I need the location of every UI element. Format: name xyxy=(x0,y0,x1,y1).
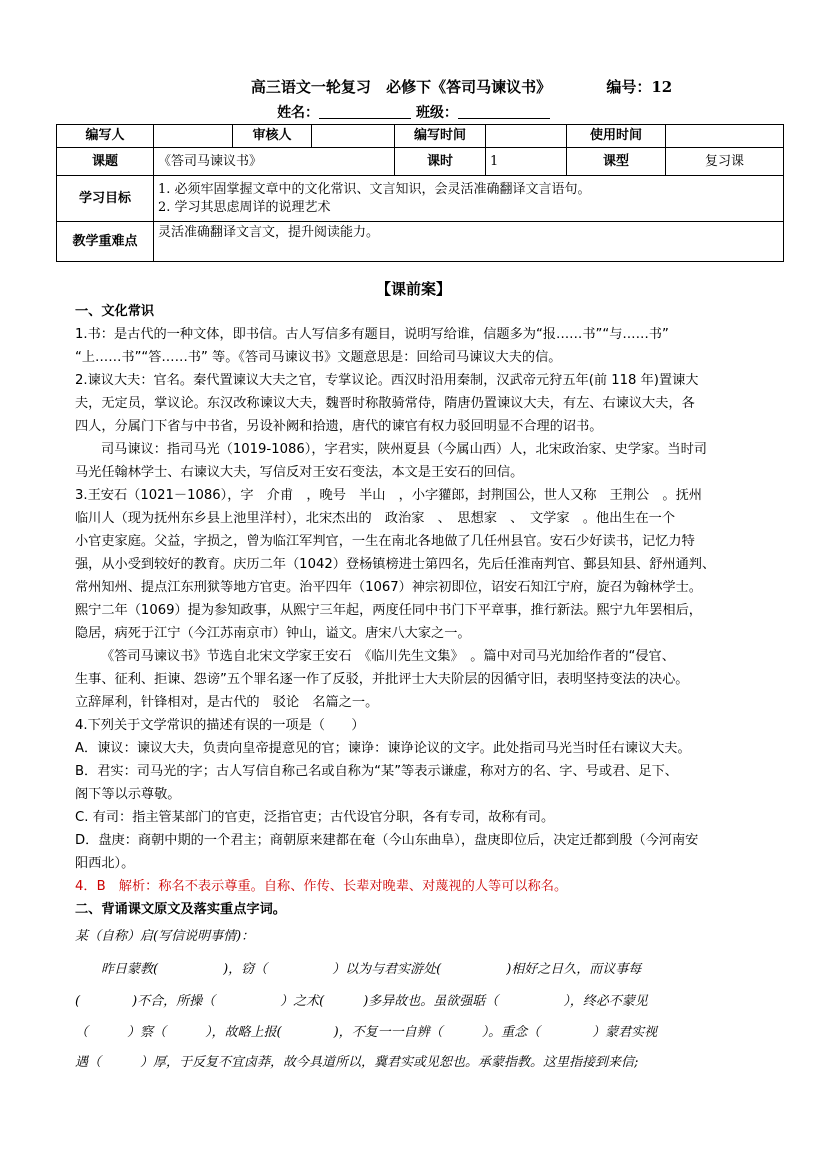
option-a: A．谏议：谏议大夫，负责向皇帝提意见的官；谏诤：谏诤论议的文字。此处指司马光当时任右谏议大夫。 xyxy=(75,741,691,756)
content-body xyxy=(75,300,765,921)
type-value: 复习课 xyxy=(666,148,784,176)
text-line: 2.谏议大夫：官名。秦代置谏议大夫之官，专掌议论。西汉时沿用秦制，汉武帝元狩五年(前 118 年)置谏大 xyxy=(75,373,699,388)
written-time-label: 编写时间 xyxy=(395,125,486,148)
author-value xyxy=(154,125,233,148)
key-value: 灵活准确翻译文言文，提升阅读能力。 xyxy=(154,222,784,262)
name-label: 姓名： xyxy=(277,105,320,121)
written-time-value xyxy=(486,125,567,148)
use-time-value xyxy=(666,125,784,148)
option-b-cont: 阁下等以示尊敬。 xyxy=(75,787,181,802)
option-c: C. 有司：指主管某部门的官吏，泛指官吏；古代设官分职，各有专司，故称有司。 xyxy=(75,810,555,825)
text-line: 隐居，病死于江宁（今江苏南京市）钟山，谥文。唐宋八大家之一。 xyxy=(75,626,471,641)
text-line: 临川人（现为抚州东乡县上池里洋村），北宋杰出的 政治家 、 思想家 、 文学家 。他出生在一个 xyxy=(75,511,676,526)
text-line: 夫，无定员，掌议论。东汉改称谏议大夫，魏晋时称散骑常侍，隋唐仍置谏议大夫，有左、右谏议大夫，各 xyxy=(75,396,695,411)
name-class-row xyxy=(0,102,827,122)
option-d-cont: 阳西北）。 xyxy=(75,856,135,871)
answer-line: 4．B 解析：称名不表示尊重。自称、作传、长辈对晚辈、对蔑视的人等可以称名。 xyxy=(75,879,568,894)
title-lesson: 必修下《答司马谏议书》 xyxy=(386,78,552,96)
text-line: 生事、征利、拒谏、怨谤”五个罪名逐一作了反驳，并批评士大夫阶层的因循守旧，表明坚持变法的决心。 xyxy=(75,672,689,687)
option-d: D．盘庚：商朝中期的一个君主；商朝原来建都在奄（今山东曲阜），盘庚即位后，决定迁都到殷（今河南安 xyxy=(75,833,699,848)
text-line: 司马谏议：指司马光（1019-1086），字君实，陕州夏县（今属山西）人，北宋政治家、史学家。当时司 xyxy=(101,442,707,457)
key-label: 教学重难点 xyxy=(57,222,154,262)
handwritten-line: 遇（ ）厚，于反复不宜卤莽，故今具道所以，冀君实或见恕也。承蒙指教。这里指接到来信; xyxy=(75,1055,639,1070)
text-line: 1.书：是古代的一种文体，即书信。古人写信多有题目，说明写给谁，信题多为“报……书”“与……书” xyxy=(75,327,669,342)
class-blank[interactable] xyxy=(458,104,550,119)
text-line: 熙宁二年（1069）提为参知政事，从熙宁三年起，两度任同中书门下平章事，推行新法。熙宁九年罢相后， xyxy=(75,603,702,618)
goal-item: 1. 必须牢固掌握文章中的文化常识、文言知识，会灵活准确翻译文言语句。 xyxy=(158,181,591,197)
class-label: 班级： xyxy=(415,105,458,121)
reviewer-value xyxy=(312,125,395,148)
text-line: “上……书”“答……书” 等。《答司马谏议书》文题意思是：回给司马谏议大夫的信。 xyxy=(75,350,562,365)
topic-value: 《答司马谏议书》 xyxy=(154,148,395,176)
topic-label: 课题 xyxy=(57,148,154,176)
title-course: 高三语文一轮复习 xyxy=(250,78,371,96)
goals-label: 学习目标 xyxy=(57,176,154,222)
handwritten-line: ( )不合，所操（ ）之术( )多异故也。虽欲强聒（ ），终必不蒙见 xyxy=(75,994,648,1009)
heading-recite: 二、背诵课文原文及落实重点字词。 xyxy=(75,902,286,917)
name-blank[interactable] xyxy=(319,104,411,119)
text-line: 小官吏家庭。父益，字损之，曾为临江军判官，一生在南北各地做了几任州县官。安石少好读书，记忆力特 xyxy=(75,534,695,549)
handwritten-line: 昨日蒙教( )，窃（ ）以为与君实游处( )相好之日久，而议事每 xyxy=(101,962,642,977)
handwritten-line: （ ）察（ ），故略上报( )，不复一一自辨（ ）。重念（ ）蒙君实视 xyxy=(75,1025,658,1040)
use-time-label: 使用时间 xyxy=(567,125,666,148)
handwritten-intro: 某（自称）启(写信说明事情)： xyxy=(75,929,255,944)
lesson-info-table xyxy=(56,124,784,262)
question-line: 4.下列关于文学常识的描述有误的一项是（ ） xyxy=(75,718,365,733)
goal-item: 2. 学习其思虑周详的说理艺术 xyxy=(158,199,331,215)
heading-culture: 一、文化常识 xyxy=(75,304,155,319)
page-title xyxy=(0,76,827,97)
text-line: 强，从小受到较好的教育。庆历二年（1042）登杨镇榜进士第四名，先后任淮南判官、鄞县知县、舒州通判、 xyxy=(75,557,716,572)
text-line: 3.王安石（1021－1086），字 介甫 ，晚号 半山 ，小字獾郎，封荆国公，世人又称 王荆公 。抚州 xyxy=(75,488,702,503)
author-label: 编写人 xyxy=(57,125,154,148)
hours-value: 1 xyxy=(486,148,567,176)
option-b: B．君实：司马光的字；古人写信自称己名或自称为“某”等表示谦虚，称对方的名、字、号或君、足下、 xyxy=(75,764,678,779)
text-line: 《答司马谏议书》节选自北宋文学家王安石 《临川先生文集》 。篇中对司马光加给作者的“侵官、 xyxy=(101,649,675,664)
hours-label: 课时 xyxy=(395,148,486,176)
section-title: 【课前案】 xyxy=(375,280,451,298)
text-line: 四人，分属门下省与中书省，另设补阙和拾遗，唐代的谏官有权力驳回明显不合理的诏书。 xyxy=(75,419,603,434)
reviewer-label: 审核人 xyxy=(233,125,312,148)
text-line: 立辞犀利，针锋相对，是古代的 驳论 名篇之一。 xyxy=(75,695,379,710)
text-line: 常州知州、提点江东刑狱等地方官吏。治平四年（1067）神宗初即位，诏安石知江宁府，旋召为翰林学士。 xyxy=(75,580,702,595)
type-label: 课型 xyxy=(567,148,666,176)
goals-cell xyxy=(154,176,784,222)
text-line: 马光任翰林学士、右谏议大夫，写信反对王安石变法，本文是王安石的回信。 xyxy=(75,465,524,480)
title-number: 编号：12 xyxy=(606,78,673,96)
